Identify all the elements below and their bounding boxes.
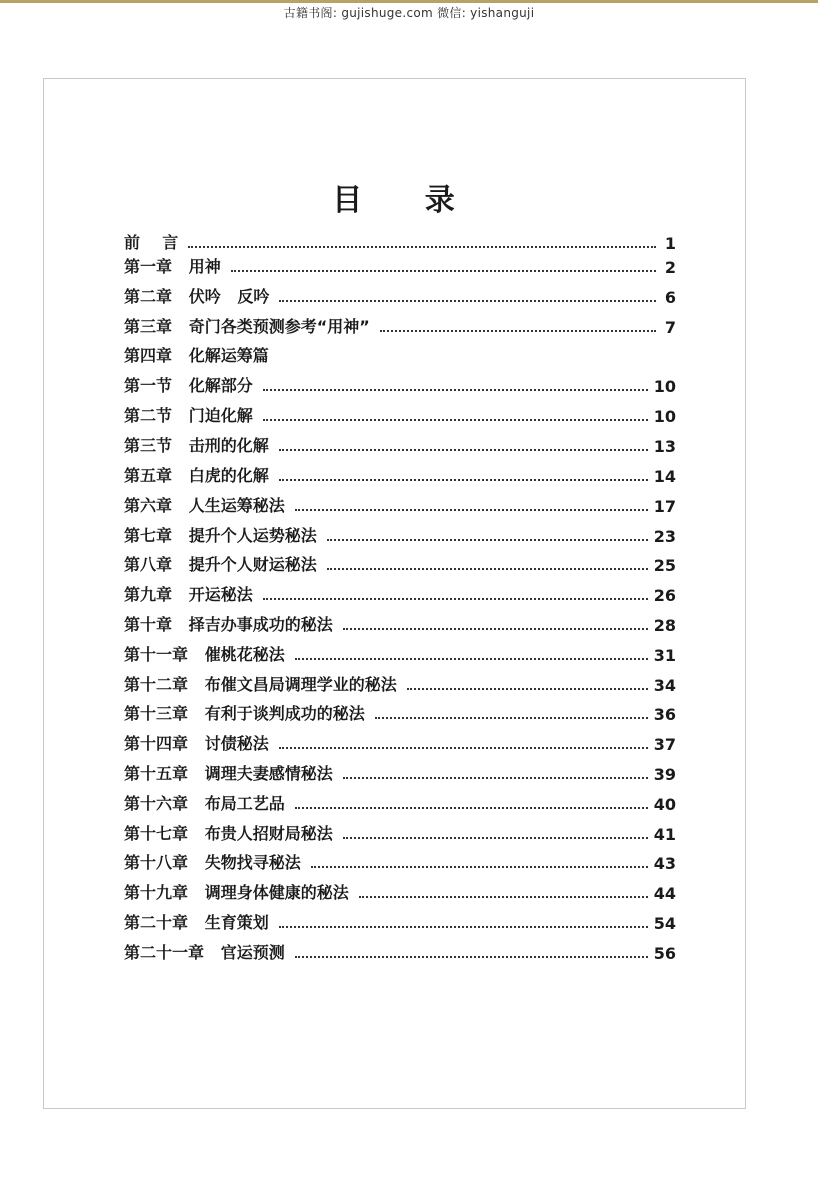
toc-entry	[124, 790, 676, 814]
site-watermark: 古籍书阁: gujishuge.com 微信: yishanguji	[283, 6, 535, 20]
toc-dot-leader	[295, 807, 648, 809]
toc-entry	[124, 879, 676, 903]
toc-entry-label: 第二节 门迫化解	[124, 406, 253, 425]
toc-entry-page-number: 17	[653, 497, 676, 516]
toc-entry-label: 第四章 化解运筹篇	[124, 346, 269, 365]
toc-entry-label: 第二十章 生育策划	[124, 913, 269, 932]
toc-dot-leader	[343, 777, 648, 779]
toc-entry-page-number: 10	[653, 407, 676, 426]
toc-dot-leader	[343, 837, 648, 839]
toc-entry	[124, 402, 676, 426]
top-border-line	[0, 0, 818, 3]
toc-dot-leader	[263, 419, 648, 421]
toc-entry-page-number: 1	[664, 234, 676, 253]
toc-entry	[124, 522, 676, 546]
toc-entry-page-number: 56	[653, 944, 676, 963]
toc-entry	[124, 492, 676, 516]
toc-dot-leader	[263, 598, 648, 600]
toc-entry-label: 第一节 化解部分	[124, 376, 253, 395]
toc-dot-leader	[279, 479, 648, 481]
toc-dot-leader	[343, 628, 648, 630]
page-title: 目 录	[332, 183, 481, 218]
toc-dot-leader	[407, 688, 648, 690]
toc-entry-label: 第十八章 失物找寻秘法	[124, 853, 301, 872]
toc-entry-label: 第三节 击刑的化解	[124, 436, 269, 455]
toc-entry-label: 第五章 白虎的化解	[124, 466, 269, 485]
toc-entry	[124, 760, 676, 784]
toc-dot-leader	[359, 896, 648, 898]
toc-entry	[124, 700, 676, 724]
toc-entry-page-number: 6	[664, 288, 676, 307]
toc-entry-label: 第八章 提升个人财运秘法	[124, 555, 317, 574]
toc-entry-page-number: 10	[653, 377, 676, 396]
toc-entry-label: 第十七章 布贵人招财局秘法	[124, 824, 333, 843]
toc-dot-leader	[380, 330, 656, 332]
toc-entry-page-number: 39	[653, 765, 676, 784]
toc-dot-leader	[279, 300, 656, 302]
toc-entry-page-number: 41	[653, 825, 676, 844]
toc-dot-leader	[188, 246, 656, 248]
toc-entry-label: 第三章 奇门各类预测参考“用神”	[124, 317, 370, 336]
toc-dot-leader	[295, 658, 648, 660]
toc-entry	[124, 313, 676, 337]
toc-entry-label: 第十九章 调理身体健康的秘法	[124, 883, 349, 902]
toc-entry-label: 第九章 开运秘法	[124, 585, 253, 604]
toc-entry-page-number: 2	[664, 258, 676, 277]
toc-dot-leader	[375, 717, 648, 719]
toc-entry-label: 第二章 伏吟 反吟	[124, 287, 270, 306]
toc-entry-label: 第十一章 催桃花秘法	[124, 645, 285, 664]
toc-entry-page-number: 28	[653, 616, 676, 635]
toc-entry	[124, 253, 676, 277]
toc-entry-label: 第七章 提升个人运势秘法	[124, 526, 317, 545]
toc-entry-page-number: 25	[653, 556, 676, 575]
toc-entry-label: 第十四章 讨债秘法	[124, 734, 269, 753]
toc-entry-page-number: 37	[653, 735, 676, 754]
toc-entry-page-number: 14	[653, 467, 676, 486]
toc-entry-label: 第十三章 有利于谈判成功的秘法	[124, 704, 365, 723]
toc-dot-leader	[279, 926, 648, 928]
toc-entry-label: 前 言	[124, 233, 179, 252]
toc-entry	[124, 671, 676, 695]
toc-entry	[124, 581, 676, 605]
toc-entry	[124, 909, 676, 933]
toc-dot-leader	[327, 568, 648, 570]
toc-entry-label: 第一章 用神	[124, 257, 221, 276]
document-page	[43, 78, 746, 1109]
toc-entry	[124, 551, 676, 575]
toc-entry-label: 第十五章 调理夫妻感情秘法	[124, 764, 333, 783]
toc-dot-leader	[295, 956, 648, 958]
toc-entry-label: 第十章 择吉办事成功的秘法	[124, 615, 333, 634]
toc-entry-page-number: 40	[653, 795, 676, 814]
toc-entry	[124, 730, 676, 754]
toc-entry	[124, 432, 676, 456]
toc-entry	[124, 939, 676, 963]
toc-entry	[124, 641, 676, 665]
toc-entry-page-number: 31	[653, 646, 676, 665]
toc-entry-label: 第十六章 布局工艺品	[124, 794, 285, 813]
toc-dot-leader	[231, 270, 656, 272]
toc-entry-label: 第十二章 布催文昌局调理学业的秘法	[124, 675, 397, 694]
toc-entry	[124, 462, 676, 486]
toc-entry	[124, 372, 676, 396]
toc-entry-page-number: 13	[653, 437, 676, 456]
toc-dot-leader	[279, 747, 648, 749]
toc-entry	[124, 229, 676, 253]
toc-dot-leader	[327, 539, 648, 541]
toc-entry	[124, 849, 676, 873]
toc-entry-page-number: 23	[653, 527, 676, 546]
toc-entry	[124, 611, 676, 635]
toc-entry-page-number: 54	[653, 914, 676, 933]
toc-entry-page-number: 43	[653, 854, 676, 873]
toc-entry-page-number: 26	[653, 586, 676, 605]
toc-dot-leader	[311, 866, 648, 868]
toc-entry	[124, 283, 676, 307]
toc-entry-label: 第二十一章 官运预测	[124, 943, 285, 962]
toc-entry-page-number: 34	[653, 676, 676, 695]
toc-dot-leader	[295, 509, 648, 511]
toc-entry	[124, 342, 676, 366]
toc-entry-page-number: 36	[653, 705, 676, 724]
toc-entry-label: 第六章 人生运筹秘法	[124, 496, 285, 515]
toc-entry-page-number: 44	[653, 884, 676, 903]
toc-entry-page-number: 7	[664, 318, 676, 337]
toc-dot-leader	[279, 449, 648, 451]
toc-entry	[124, 820, 676, 844]
toc-dot-leader	[263, 389, 648, 391]
